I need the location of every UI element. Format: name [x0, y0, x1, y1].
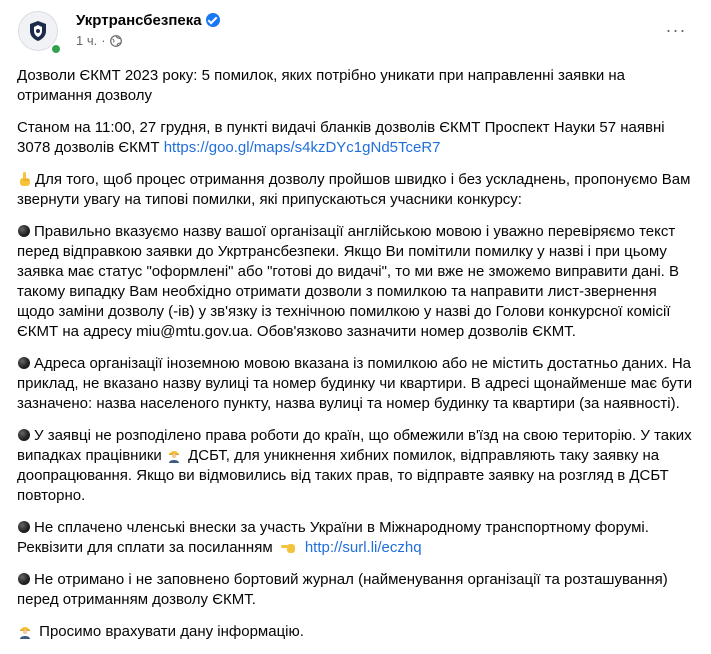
list-item: [17, 354, 697, 414]
construction-worker-icon: [17, 623, 33, 639]
item-2-text: Адреса організації іноземною мовою вказана із помилкою або не містить достатньо даних. На приклад, не вказано назву вулиці та номер будинку чи квартири. В адресі щонайменше має бути зазначено: назва населеного пункту, назва вулиці та номер будинку та квартири (за наявності).: [17, 355, 693, 412]
meta-separator: ·: [101, 33, 106, 48]
online-status-dot: [50, 43, 62, 55]
post-status: [17, 118, 697, 158]
page-name-row: [76, 12, 220, 29]
post-time[interactable]: 1 ч.: [76, 33, 98, 48]
globe-icon[interactable]: [110, 35, 122, 47]
list-item: [17, 222, 697, 342]
maps-link[interactable]: https://goo.gl/maps/s4kzDYc1gNd5TceR7: [163, 139, 441, 156]
black-circle-icon: [18, 429, 30, 441]
black-circle-icon: [18, 573, 30, 585]
black-circle-icon: [18, 521, 30, 533]
list-item: [17, 570, 697, 610]
payment-link[interactable]: http://surl.li/eczhq: [304, 539, 422, 556]
construction-worker-icon: [166, 447, 182, 463]
intro-text: Для того, щоб процес отримання дозволу пройшов швидко і без ускладнень, пропонуємо Вам звернути увагу на типові помилки, які припускаються учасники конкурсу:: [17, 171, 691, 208]
list-item: [17, 518, 697, 558]
item-4-text: Не сплачено членські внески за участь України в Міжнародному транспортному форумі. Реквізити для сплати за посиланням: [17, 519, 649, 556]
black-circle-icon: [18, 357, 30, 369]
status-text: Станом на 11:00, 27 грудня, в пункті видачі бланків дозволів ЄКМТ Проспект Науки 57 наявні 3078 дозволів ЄКМТ: [17, 119, 665, 156]
post-meta: [76, 33, 122, 48]
post-header: [16, 8, 696, 60]
closing-text: Просимо врахувати дану інформацію.: [39, 623, 304, 640]
more-options-icon: ···: [665, 19, 687, 40]
post-body: [17, 66, 697, 654]
page-name-link[interactable]: Укртрансбезпека: [76, 12, 202, 29]
post-closing: [17, 622, 697, 642]
list-item: [17, 426, 697, 506]
post-title: Дозволи ЄКМТ 2023 року: 5 помилок, яких потрібно уникати при направленні заявки на отримання дозволу: [17, 67, 626, 104]
shield-logo-icon: [28, 20, 48, 42]
item-3-text-b: ДСБТ, для уникнення хибних помилок, відправляють таку заявку на доопрацювання. Якщо ви відмовились від таких прав, то відправте заявку на розгляд в ДСБТ повторно.: [17, 447, 669, 504]
verified-badge-icon: [206, 13, 220, 27]
post-intro: [17, 170, 697, 210]
pointing-hand-icon: [277, 539, 299, 555]
pointing-hand-icon: [17, 171, 33, 187]
item-1-text: Правильно вказуємо назву вашої організації англійською мовою і уважно перевіряємо текст перед відправкою заявки до Укртрансбезпеки. Якщо Ви помітили помилку у назві і при цьому заявка має статус "оформлені" або "готові до видачі", то ми вже не зможемо виправити дані. В такому випадку Вам необхідно отримати дозволи з помилкою та направити лист-звернення щодо заміни дозволу (-ів) у зв'язку із технічною помилкою у назві до Голови конкурсної комісії ЄКМТ на адресу miu@mtu.gov.ua. Обов'язково зазначити номер дозволів ЄКМТ.: [17, 223, 680, 340]
item-3-text-a: У заявці не розподілено права роботи до країн, що обмежили в'їзд на свою територію. У таких випадках працівники: [17, 427, 692, 464]
item-5-text: Не отримано і не заповнено бортовий журнал (найменування організації та розташування) перед отриманням дозволу ЄКМТ.: [17, 571, 668, 608]
more-options-button[interactable]: [662, 20, 690, 40]
black-circle-icon: [18, 225, 30, 237]
